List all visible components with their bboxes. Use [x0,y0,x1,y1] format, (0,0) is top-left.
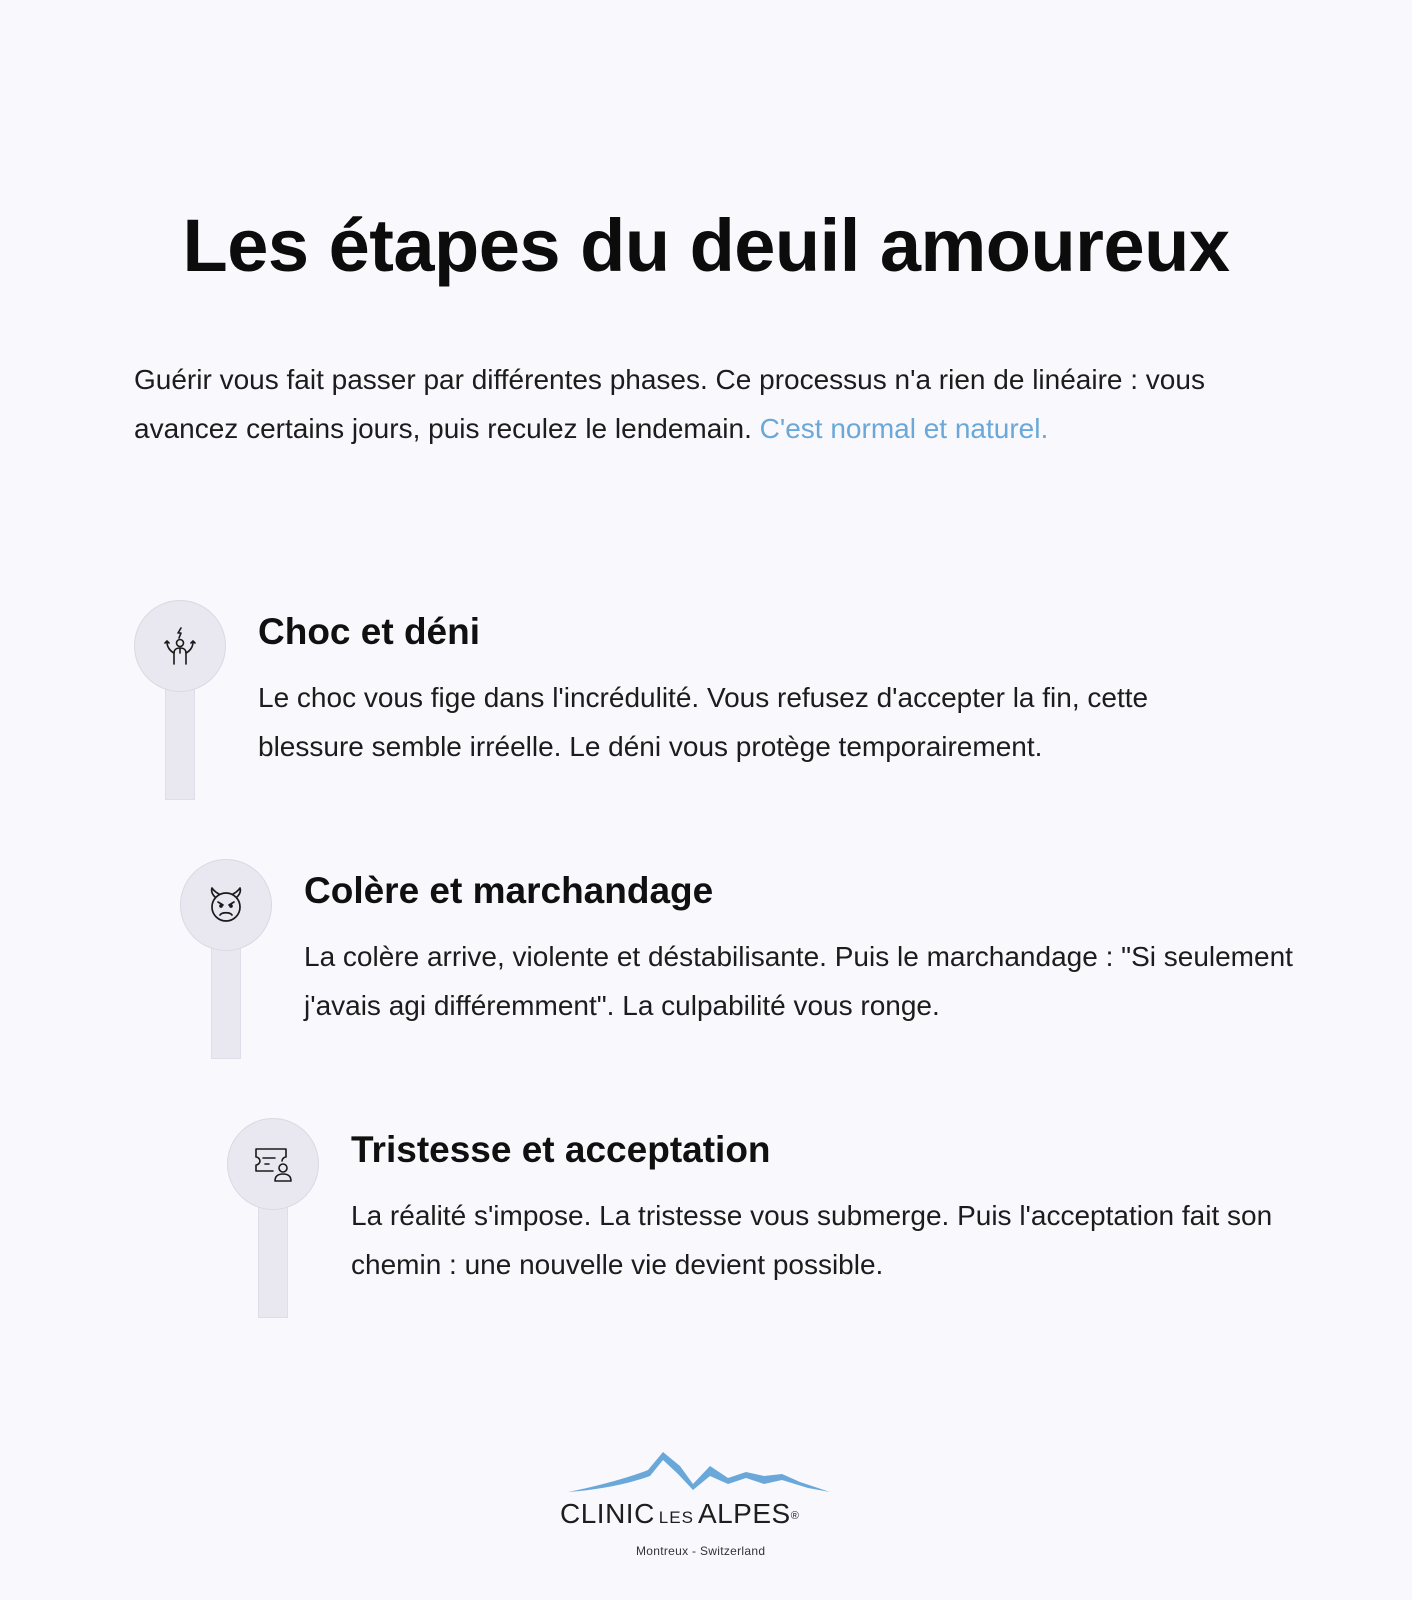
brand-end: ALPES [697,1498,791,1529]
brand-small: LES [658,1508,694,1527]
step-title: Colère et marchandage [304,870,714,911]
brand-tagline: Montreux - Switzerland [636,1544,766,1558]
intro-accent-text: C'est normal et naturel. [759,413,1049,444]
step-description: Le choc vous fige dans l'incrédulité. Vous refusez d'accepter la fin, cette blessure semble irréelle. Le déni vous protège temporairement. [258,682,1149,762]
step-icon-circle [134,600,226,692]
step-icon-circle [227,1118,319,1210]
intro-paragraph [134,355,1294,453]
person-ticket-icon [253,1144,293,1184]
shocked-person-icon [160,626,200,666]
registered-mark: ® [790,1510,800,1522]
page-title: Les étapes du deuil amoureux [182,204,1230,287]
step-description: La réalité s'impose. La tristesse vous submerge. Puis l'acceptation fait son chemin : une nouvelle vie devient possible. [351,1200,1273,1280]
step-title: Tristesse et acceptation [351,1129,771,1170]
clinic-logo [556,1448,856,1558]
angry-devil-face-icon [206,885,246,925]
intro-text: Guérir vous fait passer par différentes phases. Ce processus n'a rien de linéaire : vous avancez certains jours, puis reculez le lendemain. [134,364,1205,444]
brand-name [560,1498,799,1534]
brand-main: CLINIC [560,1498,655,1529]
mountain-logo-icon [568,1448,838,1494]
step-icon-circle [180,859,272,951]
step-description: La colère arrive, violente et déstabilisante. Puis le marchandage : "Si seulement j'avais agi différemment". La culpabilité vous ronge. [304,941,1293,1021]
step-title: Choc et déni [258,611,481,652]
